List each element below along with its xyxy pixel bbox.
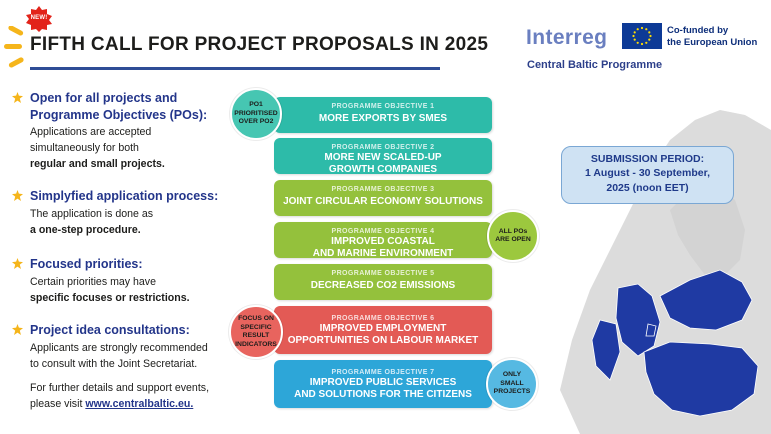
feature-consultations bbox=[12, 322, 242, 374]
feature-open-for-all bbox=[12, 90, 242, 172]
feature-body bbox=[30, 206, 153, 238]
badge-line: PRIORITISED bbox=[234, 109, 278, 117]
feature-body bbox=[30, 340, 208, 372]
feature-body-line: Certain priorities may have bbox=[30, 276, 156, 288]
new-badge-label: NEW! bbox=[30, 15, 48, 21]
badge-line: PROJECTS bbox=[493, 388, 531, 396]
baltic-region-map bbox=[520, 90, 771, 434]
objective-6 bbox=[274, 306, 492, 354]
feature-body-line: simultaneously for both bbox=[30, 142, 139, 154]
further-prefix: please visit bbox=[30, 398, 86, 410]
badge-line: ALL POs bbox=[498, 227, 528, 235]
objective-2 bbox=[274, 138, 492, 174]
sun-rays-icon bbox=[2, 26, 28, 70]
cofunded-text bbox=[667, 25, 757, 49]
feature-body bbox=[30, 124, 165, 172]
feature-body-emphasis: specific focuses or restrictions. bbox=[30, 292, 190, 304]
interreg-logo: Interreg bbox=[526, 26, 608, 49]
feature-body-emphasis: a one-step procedure. bbox=[30, 224, 141, 236]
star-bullet-icon bbox=[12, 324, 23, 335]
feature-title: Project idea consultations: bbox=[30, 323, 190, 337]
objective-title: IMPROVED COASTAL bbox=[331, 236, 435, 247]
further-details bbox=[30, 380, 209, 412]
badge-line: OVER PO2 bbox=[238, 118, 274, 126]
objective-4 bbox=[274, 222, 492, 258]
objective-7 bbox=[274, 360, 492, 408]
submission-time: 2025 (noon EET) bbox=[606, 182, 689, 194]
po1-priority-badge bbox=[230, 88, 282, 140]
programme-name: Central Baltic Programme bbox=[527, 59, 663, 71]
objective-label: PROGRAMME OBJECTIVE 4 bbox=[331, 228, 435, 235]
objective-title: OPPORTUNITIES ON LABOUR MARKET bbox=[287, 334, 479, 346]
badge-line: RESULT bbox=[242, 332, 270, 339]
feature-body-line: The application is done as bbox=[30, 208, 154, 220]
objective-title: MORE NEW SCALED-UP bbox=[324, 152, 442, 163]
objective-title: DECREASED CO2 EMISSIONS bbox=[310, 280, 456, 291]
badge-line: FOCUS ON bbox=[238, 315, 274, 322]
feature-body-emphasis: regular and small projects. bbox=[30, 158, 165, 170]
submission-period-box bbox=[561, 146, 734, 204]
objective-title: IMPROVED EMPLOYMENT bbox=[319, 323, 447, 334]
star-bullet-icon bbox=[12, 92, 23, 103]
badge-line: ONLY bbox=[502, 371, 522, 379]
feature-title-line: Programme Objectives (POs): bbox=[30, 108, 208, 122]
title-underline bbox=[30, 67, 440, 70]
star-bullet-icon bbox=[12, 190, 23, 201]
map-programme-area bbox=[646, 324, 656, 336]
star-bullet-icon bbox=[12, 258, 23, 269]
objective-title: GROWTH COMPANIES bbox=[328, 163, 438, 175]
objective-label: PROGRAMME OBJECTIVE 7 bbox=[331, 369, 435, 376]
small-projects-badge bbox=[486, 358, 538, 410]
focus-indicators-badge bbox=[229, 305, 283, 359]
feature-body-line: Applications are accepted bbox=[30, 126, 152, 138]
further-line bbox=[30, 396, 209, 412]
badge-line: PO1 bbox=[249, 101, 263, 109]
feature-body-line: to consult with the Joint Secretariat. bbox=[30, 358, 198, 370]
page-title: FIFTH CALL FOR PROJECT PROPOSALS IN 2025 bbox=[30, 34, 489, 55]
objective-3 bbox=[274, 180, 492, 216]
badge-line: INDICATORS bbox=[235, 340, 277, 348]
objective-5 bbox=[274, 264, 492, 300]
badge-line: SPECIFIC bbox=[240, 323, 272, 331]
feature-title: Focused priorities: bbox=[30, 257, 143, 271]
objective-title: JOINT CIRCULAR ECONOMY SOLUTIONS bbox=[283, 196, 483, 207]
feature-body-line bbox=[30, 290, 190, 306]
feature-body-line bbox=[30, 222, 153, 238]
feature-body bbox=[30, 274, 190, 306]
eu-flag-icon bbox=[622, 23, 662, 49]
objective-label: PROGRAMME OBJECTIVE 6 bbox=[331, 315, 435, 322]
all-pos-open-badge bbox=[487, 210, 539, 262]
feature-body-line: Applicants are strongly recommended bbox=[30, 342, 208, 354]
submission-title: SUBMISSION PERIOD: bbox=[590, 153, 705, 165]
further-line: For further details and support events, bbox=[30, 382, 210, 394]
objective-label: PROGRAMME OBJECTIVE 5 bbox=[331, 270, 435, 277]
objective-label: PROGRAMME OBJECTIVE 3 bbox=[331, 186, 435, 193]
feature-simplified-process bbox=[12, 188, 242, 240]
cofunded-line: Co-funded by bbox=[667, 25, 729, 36]
badge-line: SMALL bbox=[500, 379, 524, 387]
objective-1 bbox=[274, 97, 492, 133]
objective-label: PROGRAMME OBJECTIVE 2 bbox=[331, 144, 435, 151]
submission-dates: 1 August - 30 September, bbox=[584, 167, 711, 179]
feature-focused-priorities bbox=[12, 256, 242, 308]
objective-title: AND MARINE ENVIRONMENT bbox=[312, 247, 454, 259]
badge-line: ARE OPEN bbox=[495, 236, 531, 243]
feature-body-line bbox=[30, 156, 165, 172]
feature-title-line: Open for all projects and bbox=[30, 91, 178, 105]
objective-title: IMPROVED PUBLIC SERVICES bbox=[309, 377, 457, 388]
objective-title: AND SOLUTIONS FOR THE CITIZENS bbox=[294, 388, 472, 400]
objective-label: PROGRAMME OBJECTIVE 1 bbox=[331, 103, 435, 110]
objective-title: MORE EXPORTS BY SMES bbox=[318, 113, 448, 124]
website-link[interactable]: www.centralbaltic.eu. bbox=[85, 398, 194, 410]
cofunded-line: the European Union bbox=[667, 37, 758, 48]
feature-title bbox=[30, 90, 207, 124]
feature-title: Simplyfied application process: bbox=[30, 189, 219, 203]
